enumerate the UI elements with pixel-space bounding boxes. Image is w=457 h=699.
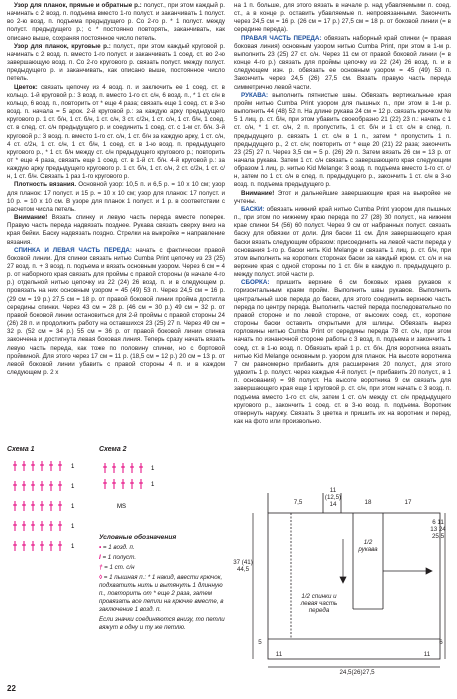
paragraph-body: выполнить пятнистые швы. Обвязать вертикальные края пройм нитью Cumba Print узором для пышных п., при этом в 1-м р. выполнить 44 (48) 52 п. На длине рукава 24 см = 12 р. связать крючком № 5 1 лиц. р. ст. б/н, при этом убавить своеобразно 21 (22) 23 п.: начать с 1 ст. с/н, * 1 ст. с/н, 2 п. пропустить, 1 ст. б/н и 1 ст. с/н в след. п. предыдущего р. связать 1 ст. с/н в 1 п., затем * пропустить 1 п. предыдущего р., 2 ст. с/н; повторить от * еще 20 (21) 22 раза; закончить 23 (25) 27 п. Через 3,5 см = 5 р. (26) 29 п. Затем вязать 26 см = 13 р. от начала рукава. Затем 1 ст. с/н связать с завершающего края следующим образом 1 лиц. р. нитью Kid Melange: 3 возд. п. подъема вместо 1-го ст. с/н, затем по 1 ст. с/н в след. п. предыдущего р., закончить 1 ст. с/н в 3-ю возд. п. подъема предыдущего р.: [234, 91, 451, 189]
legend-text: = 1 ст. с/н: [102, 564, 135, 571]
paragraph-lead: Узор для планок, прямые и обратные р.:: [14, 2, 142, 9]
legend-text: = 1 пышная п.: * 1 накид, ввести крючок, подхватить нить и вытянуть 1 длинную п., повторить от * еще 2 раза, затем провязать все петли на крючке вместе, в заключение 1 возд. п.: [99, 574, 224, 613]
scheme1-title: Схема 1: [7, 446, 35, 453]
dim-bottom-left: 11: [275, 651, 283, 658]
paragraph-lead: БАСКИ:: [241, 205, 265, 213]
paragraph-lead: СПИНКА И ЛЕВАЯ ЧАСТЬ ПЕРЕДА:: [14, 246, 132, 254]
sleeve-label: 1/2 рукава: [358, 539, 378, 553]
dim-side-left: 5: [258, 639, 262, 646]
text-paragraph: [7, 43, 225, 84]
paragraph-lead: Цветок:: [14, 83, 38, 91]
legend-item: [99, 564, 225, 572]
dim-bottom-center: 24,5(26)27,5: [339, 669, 375, 676]
stitch-charts-area: [7, 446, 227, 676]
dim-right: 6 11 13 24 25,5: [430, 519, 446, 540]
paragraph-body: обвязать наборный край спинки (= правая боковая линия) основным узором нитью Cumba Print, при этом в 1-м р. выполнить 23 (25) 27 ст. с/н. Через 11 см от правой боковой линии (= в конце 4-го р.) связать для проймы цепочку из 22 (24) 26 возд. п. и в следующем изн. р. обвязать ее основным узором = 45 (49) 53 п. Закончить через 24,5 (26) 27,5 см. Вязать правую часть переда симметрично левой части.: [234, 34, 451, 91]
right-text-column: [234, 2, 451, 426]
legend-item: [99, 574, 225, 614]
back-front-label: 1/2 спинки и левая часть переда: [300, 593, 338, 614]
paragraph-body: Этот и дальнейшие завершающие края на выкройке не учтены.: [234, 189, 451, 205]
dim-top-left: 7,5: [293, 499, 303, 506]
schematic-outline: [268, 513, 440, 659]
legend-text: = 1 полуст.: [100, 554, 137, 561]
text-paragraph: [7, 247, 225, 378]
paragraph-body: Основной узор: 10,5 п. и 6,5 р. = 10 х 10 см; узор для планок: 17 полуст. и 15 р. = 10 х 10 см; узор для планок: 17 полуст. и 10 р. = 10 х 10 см. В узоре для планок 1 полуст. и 1 р. в соответствии с расчетом числа петель.: [7, 181, 225, 213]
dim-bottom-right: 11: [423, 651, 431, 658]
paragraph-body: полуст., при этом каждый р. начинать с 2 возд. п. подъема вместо 1-го полуст. и заканчивать 1 полуст. во 2-ю возд. п. подъема предыдущего р. Со 2-го р. * 1 полуст. между полуст. предыдущего р.; с * постоянно повторять, заканчивать, как описано выше, сохраняя постоянное число петель.: [7, 2, 225, 42]
page-number: 22: [7, 684, 16, 693]
legend-list: [99, 544, 225, 634]
paragraph-body: связать цепочку из 4 возд. п. и заключить ее 1 соед. ст. в кольцо. 1-й круговой р.: 3 возд. п. вместо 1-го ст. с/н, 6 возд. п., * 1 ст. с/н в кольцо, 6 возд. п., повторить от * еще 4 раза; связать еще 1 соед. ст. в 3-ю возд. п. начала = 5 арок. 2-й круговой р.: за каждую арку предыдущего кругового р. 1 ст. б/н, 1 ст. б/н, 1 ст. с/н, 3 ст. с/2н, 1 ст. с/н, 1 ст. б/н, 1 соед. ст. в след. ст. с/н предыдущего р. и соединить 1 соед. ст. с 1-м ст. б/н. 3-й круговой р.: 3 возд. п. вместо 1-го ст. с/н, 1 ст. б/н за каждую арку, 1 ст. с/н, 4 ст. с/2н, 1 ст. с/н, 1 ст. б/н, 1 соед. ст. в 1-ю возд. п. предыдущего кругового р., * 1 ст. б/н между ст. с/н предыдущего кругового р.; повторить от * еще 4 раза, связать еще 1 соед. ст. в 1-й ст. б/н. 4-й круговой р.: за каждую арку предыдущего кругового р. 1 ст. б/н, 1 ст. с/н, 2 ст. с/2н, 1 ст. с/н, 1 ст. б/н. Связать 1 раз 1-го кругового р.: [7, 83, 225, 181]
paragraph-lead: Плотность вязания.: [14, 181, 77, 189]
legend-text: Если значки соединяются внизу, то петли вяжут в одну и ту же петлю.: [99, 616, 225, 631]
paragraph-lead: Внимание!: [241, 189, 275, 197]
chart1-row-label: 1: [71, 524, 75, 530]
text-paragraph: [7, 2, 225, 43]
paragraph-lead: СБОРКА:: [241, 279, 270, 287]
paragraph-lead: ПРАВАЯ ЧАСТЬ ПЕРЕДА:: [241, 34, 322, 42]
legend-symbol-icon: †: [99, 564, 103, 571]
paragraph-body: начать с фактически правой боковой линии. Для спинки связать нитью Cumba Print цепочку из 23 (25) 27 возд. п. + 3 возд. п. подъема и вязать основным узором. Через 6 см = 4 р. от наборного края связать для проймы с правой стороны (в начале 4-го р.) отдельной нитью цепочку из 22 (24) 26 возд. п. и в следующем р. провязать на них основным узором = 45 (49) 53 п. Через 24,5 см = 16 р. (29 см = 19 р.) 27,5 см = 18 р. от правой боковой линии пройма достигла середины спинки. Через 43 см = 28 р. (46 см = 30 р.) 49 см = 32 р. от правой боковой линии остановиться для 2-й проймы с правой стороны 24 (26) 28 п. и продолжить работу на оставшихся 23 (25) 27 п. Через 49 см = 32 р. (52 см = 34 р.) 55 см = 36 р. от правой боковой линии спинка закончена и достигнута левая боковая линия. Теперь сразу начать вязать левую часть переда, как тоже по половину спинки, но с бортовой пройминой. Для этого через 17 см = 11 р. (18,5 см = 12 р.) 20 см = 13 р. от левой боковой линии убавить с правой стороны 4 п. и в каждом следующем р. 2 х: [7, 246, 225, 377]
chart1-row-label: 1: [71, 484, 75, 490]
dim-top-right2: 17: [404, 499, 412, 506]
chart1-row-label: 1: [71, 464, 75, 470]
chart2-row-label: 1: [151, 482, 155, 488]
chart1-row-label: 1: [71, 544, 75, 550]
legend-symbol-icon: ◊: [99, 574, 103, 581]
paragraph-body: на 1 п. больше, для этого вязать в начале р. над убавляемыми п. соед. ст., а в конце р. оставить убавляемые п. непровязанными. Закончить через 24,5 см = 16 р. (26 см = 17 р.) 27,5 см = 18 р. от боковой линии (= в середине переда).: [234, 2, 451, 34]
dim-top-right1: 18: [364, 499, 372, 506]
chart2-row-label: 1: [151, 466, 155, 472]
legend-item: [99, 544, 225, 552]
dim-left-height: 37 (41) 44,5: [233, 559, 253, 573]
paragraph-lead: РУКАВА:: [241, 91, 269, 99]
legend-symbol-icon: •: [99, 544, 102, 551]
legend-symbol-icon: I: [99, 554, 101, 561]
paragraph-body: Вязать спинку и левую часть переда вместе поперек. Правую часть переда надвязать позднее. Рукава связать сверху вниз на края бейки. Баску надвязать поздно. Стрелки на выкройке = направление вязания.: [7, 214, 225, 246]
text-paragraph: [234, 190, 451, 206]
chart1-row-label: 1: [71, 504, 75, 510]
text-paragraph: [234, 2, 451, 35]
paragraph-lead: Узор для планок, круговые р.:: [14, 42, 111, 50]
text-paragraph: [234, 92, 451, 190]
left-text-column: [7, 2, 225, 377]
chart2-ms-label: MS: [117, 504, 126, 510]
dim-side-right: 6: [439, 639, 443, 646]
paragraph-body: обвязать нижний край нитью Cumba Print узором для пышных п., при этом по нижнему краю переда по 27 (28) 30 полуст., на нижнем крае спинки 54 (56) 60 полуст. Через 9 см от набранных полуст. связать баску для обвязки от доли. Для баски 11 см. Для завершающего края баски вязать следующим образом: присоединить на левой части переда у основания 1-го р. баски нить Kid Melange и связать 1 лиц. р. ст. б/н, при этом выполнить на коротких сторонах баски за каждый крюм. ст. с/н и на верхние края с одной стороны по 1 ст. б/н в каждую п. предыдущего р. между полуст. этой части р.: [234, 205, 451, 279]
paragraph-lead: Внимание!: [14, 214, 48, 222]
text-paragraph: [7, 84, 225, 182]
legend-item: [99, 616, 225, 632]
text-paragraph: [234, 35, 451, 92]
text-paragraph: [7, 214, 225, 247]
chart-scheme-2: [99, 456, 159, 516]
legend-title: Условные обозначения: [99, 534, 177, 541]
legend-text: = 1 возд. п.: [101, 544, 135, 551]
dim-top-center: 11 (12,5) 14: [324, 487, 342, 508]
legend-item: [99, 554, 225, 562]
paragraph-body: пришить верхние 6 см боковых краев рукавов к горизонтальным краям пройм. Выполнить швы рукавов. Выполнить центральный шов переда до баски, для этого соединить верхнюю часть переда по центру переда. Выполнить частей переда последовательно по правой стороне и по левой стороне, от высоких соед. ст., короткие стороны баски оставить открытыми для шлицы. Обвязать вырез горловины нитью Cumba Print от середины переда 78 ст. с/н, при этом начать по изнаночной стороне работы с 3 возд. п. подъема и закончить 1 соед. ст. в 1-ю возд. п. Обвязать край 1 р. ст. б/н. Для воротника вязать нитью Kid Melange основным р. узором для планок. На высоте воротника 7 см равномерно прибавить для расширения 20 полуст., для этого удвоить 1 р. полуст. через каждые 4-й полуст. (= прибавить 20 полуст., в 1 п. основания) = 98 полуст. На высоте воротника 9 см связать для завершающего края еще 1 круговой р. ст. с/н, при этом начать с 3 возд. п. подъема вместо 1-го ст. с/н, затем 1 ст. с/н между ст. с/н предыдущего кругового р., закончить 1 соед. ст. в 3-ю возд. п. подъема. Воротник отвернуть наружу. Связать 3 цветка и пришить их на воротник и перед, как на фото или произвольно.: [234, 279, 451, 425]
text-paragraph: [7, 181, 225, 214]
scheme2-title: Схема 2: [99, 446, 127, 453]
pattern-schematic: [233, 489, 451, 681]
text-paragraph: [234, 279, 451, 426]
chart-scheme-1: [7, 456, 79, 576]
text-paragraph: [234, 206, 451, 279]
paragraph-body: полуст., при этом каждый круговой р. начинать с 2 возд. п. вместо 1-го полуст. и заканчивать 1 соед. ст. во 2-ю завершающую возд. п. Со 2-го кругового р. связать полуст. между полуст. предыдущего р. и заканчивать, как описано выше, постоянное число петель.: [7, 42, 225, 83]
